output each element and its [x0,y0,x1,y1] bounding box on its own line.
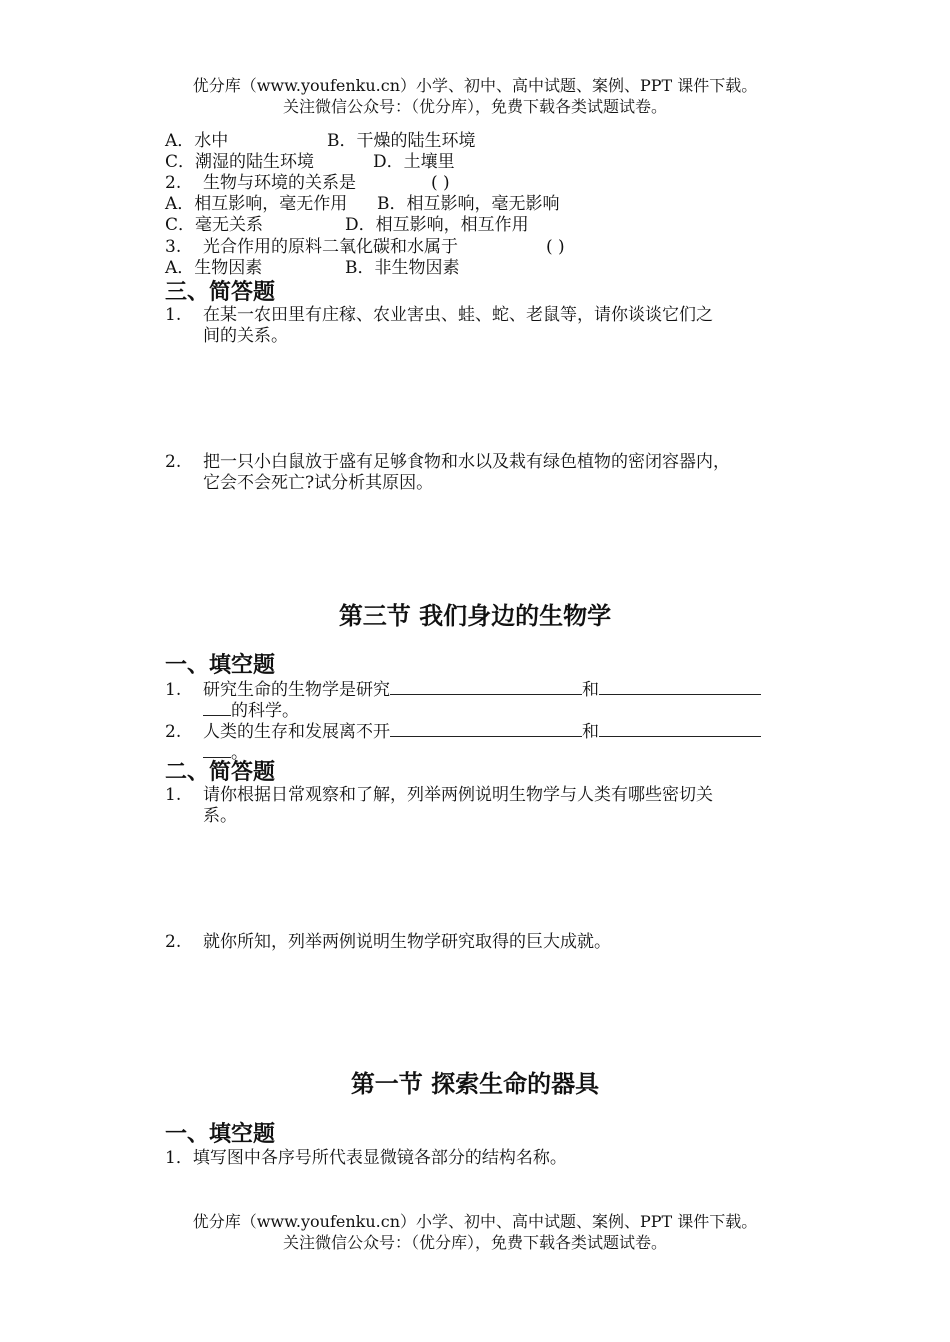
question-text-continued: 间的关系。 [203,326,288,346]
question-text: 。 [231,743,248,763]
question-text: 在某一农田里有庄稼、农业害虫、蛙、蛇、老鼠等，请你谈谈它们之 [203,305,713,325]
question-2 [165,173,356,194]
page-header-line2: 关注微信公众号：（优分库），免费下载各类试题试卷。 [282,97,667,116]
question-number: 3. [165,237,182,257]
microscope-question-1: 1．填写图中各序号所代表显微镜各部分的结构名称。 [165,1148,567,1168]
q2-option-b: B．相互影响，毫无影响 [377,194,560,214]
short-answer-1 [165,785,713,806]
section-title-life-exploring-tools: 第一节 探索生命的器具 [350,1070,600,1098]
short-answer-2 [165,452,730,473]
q2-option-a: A．相互影响，毫无作用 [165,194,348,214]
section-title-biology-around-us: 第三节 我们身边的生物学 [338,602,612,630]
short-answer-1 [165,305,713,326]
question-3 [165,237,458,258]
section-heading-fill-blank: 一、填空题 [165,653,276,678]
q3-option-a: A．生物因素 [165,258,263,278]
conjunction-text: 和 [582,722,599,742]
question-text: 光合作用的原料二氧化碳和水属于 [203,237,458,257]
fill-blank-1 [165,678,761,701]
answer-blank[interactable] [203,699,231,716]
answer-blank[interactable] [390,678,582,695]
answer-blank[interactable] [390,720,582,737]
question-number: 1. [165,680,182,700]
answer-blank[interactable] [599,678,761,695]
question-text: 人类的生存和发展离不开 [203,722,390,742]
q1-option-a: A．水中 [165,131,229,151]
page-footer-line2: 关注微信公众号：（优分库），免费下载各类试题试卷。 [282,1233,667,1252]
question-number: 2. [165,452,182,472]
q2-option-d: D．相互影响，相互作用 [345,215,529,235]
q1-option-b: B．干燥的陆生环境 [327,131,476,151]
q3-option-b: B．非生物因素 [345,258,460,278]
question-text: 生物与环境的关系是 [203,173,356,193]
section-heading-fill-blank: 一、填空题 [165,1122,276,1147]
answer-parentheses: ( ) [431,173,450,193]
answer-parentheses: ( ) [546,237,565,257]
question-text: 把一只小白鼠放于盛有足够食物和水以及栽有绿色植物的密闭容器内， [203,452,730,472]
question-text: 就你所知，列举两例说明生物学研究取得的巨大成就。 [203,932,611,952]
short-answer-2 [165,932,611,953]
q1-option-d: D．土壤里 [373,152,455,172]
question-text-continued: 系。 [203,806,237,826]
question-number: 2. [165,722,182,742]
question-number: 2. [165,932,182,952]
question-number: 1. [165,305,182,325]
fill-blank-1-continued [203,699,299,722]
question-number: 1. [165,785,182,805]
q2-option-c: C．毫无关系 [165,215,264,235]
question-text: 研究生命的生物学是研究 [203,680,390,700]
question-text: 请你根据日常观察和了解，列举两例说明生物学与人类有哪些密切关 [203,785,713,805]
section-heading-short-answer: 三、简答题 [165,280,276,305]
question-text: 的科学。 [231,701,299,721]
fill-blank-2 [165,720,761,743]
question-number: 2. [165,173,182,193]
section-heading-short-answer: 二、简答题 [165,760,276,785]
question-text-continued: 它会不会死亡?试分析其原因。 [203,473,434,493]
conjunction-text: 和 [582,680,599,700]
answer-blank[interactable] [203,741,231,758]
q1-option-c: C．潮湿的陆生环境 [165,152,315,172]
page-footer-line1: 优分库（www.youfenku.cn）小学、初中、高中试题、案例、PPT 课件下载。 [192,1212,758,1231]
page-header-line1: 优分库（www.youfenku.cn）小学、初中、高中试题、案例、PPT 课件下载。 [192,76,758,95]
answer-blank[interactable] [599,720,761,737]
